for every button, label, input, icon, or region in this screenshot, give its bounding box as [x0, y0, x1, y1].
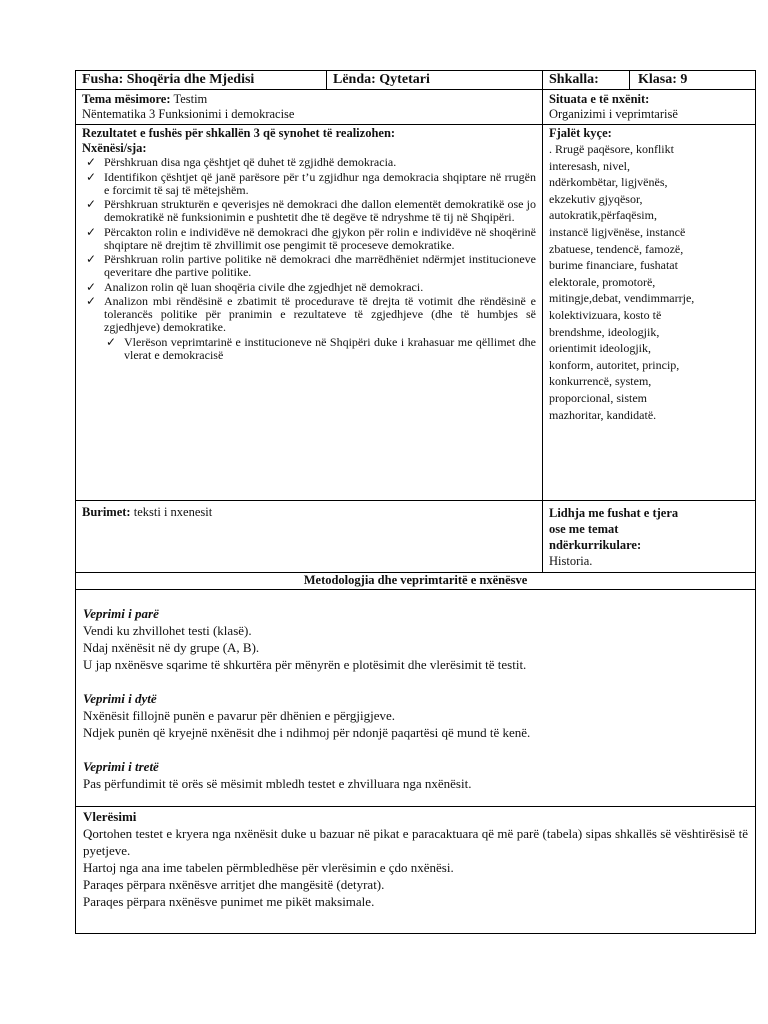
situata-cell [543, 90, 757, 124]
vleresimi-row [76, 807, 755, 935]
step-line: Nxënësit fillojnë punën e pavarur për dhënien e përgjigjeve. [83, 708, 396, 723]
check-mark-icon: ✓ [86, 294, 97, 308]
vleresimi-title: Vlerësimi [83, 809, 137, 824]
lidhja-value: Historia. [549, 554, 593, 568]
check-mark-icon: ✓ [86, 197, 97, 211]
situata-label: Situata e të nxënit: [549, 92, 650, 106]
sub-list-item: ✓ Vlerëson veprimtarinë e institucioneve në Shqipëri duke i krahasuar me qëllimet dhe vlerat e demokracisë [106, 334, 536, 362]
check-mark-icon: ✓ [86, 155, 97, 169]
list-item: ✓ Përshkruan strukturën e qeverisjes në demokraci dhe dallon elementët demokratikë ose jo demokratikë në funksionimin e pushtetit dhe të degëve të ndryshme të tij në Shqipëri. [86, 197, 536, 224]
burimet-value: teksti i nxenesit [133, 505, 213, 519]
lidhja-label-line: Lidhja me fushat e tjera [549, 506, 679, 520]
check-mark-icon: ✓ [106, 334, 117, 349]
lenda-value: Qytetari [379, 72, 430, 87]
lesson-plan-table [75, 70, 756, 934]
list-item: ✓ Analizon rolin që luan shoqëria civile dhe zgjedhjet në demokraci. [86, 279, 424, 294]
list-item: ✓ Përshkruan rolin partive politike në demokraci dhe marrëdhëniet ndërmjet institucioneve qeveritare dhe partive politike. [86, 252, 536, 279]
metodologjia-title-row [76, 573, 755, 590]
list-item: ✓ Identifikon çështjet që janë parësore për t’u zgjidhur nga demokracia shqiptare në rrugën e forcimit të saj të mëtejshëm. [86, 169, 536, 197]
rezultatet-row [76, 125, 755, 501]
rezultatet-subtitle: Nxënësi/sja: [82, 141, 147, 155]
fjalet-title: Fjalët kyçe: [549, 126, 612, 140]
list-item: ✓ Përcakton rolin e individëve në demokraci dhe gjykon për rolin e individëve në shoqërinë shqiptare në drejtim të zhvillimit ose pengimit të proceseve demokratike. [86, 224, 536, 252]
list-item: ✓ Përshkruan disa nga çështjet që duhet të zgjidhë demokracia. [86, 155, 397, 169]
burimet-label: Burimet: [82, 505, 131, 519]
metodologjia-cell [76, 590, 755, 806]
shkalla-cell [543, 71, 630, 89]
tema-cell [76, 90, 543, 124]
situata-value: Organizimi i veprimtarisë [549, 107, 678, 121]
klasa-label: Klasa: [638, 72, 677, 87]
step-line: Pas përfundimit të orës së mësimit mbledh testet e zhvilluara nga nxënësit. [83, 776, 472, 791]
burimet-row [76, 501, 755, 573]
tema-row [76, 90, 755, 125]
step-line: Vendi ku zhvillohet testi (klasë). [83, 623, 252, 638]
vleresimi-line: Paraqes përpara nxënësve punimet me pikët maksimale. [83, 894, 375, 909]
lenda-label: Lënda: [333, 72, 376, 87]
rezultatet-title: Rezultatet e fushës për shkallën 3 që synohet të realizohen: [82, 126, 396, 140]
fusha-label: Fusha: [82, 72, 124, 87]
metodologjia-title: Metodologjia dhe veprimtaritë e nxënësve [303, 573, 528, 587]
vleresimi-line: Paraqes përpara nxënësve arritjet dhe mangësitë (detyrat). [83, 877, 385, 892]
list-item: ✓ Analizon mbi rëndësinë e zbatimit të procedurave të drejta të votimit dhe rëndësinë e tolerancës politike për pranimin e rezultateve të zgjedhjeve (dhe të humbjes së zgjedhjeve) demokratike. [86, 294, 536, 334]
step-line: U jap nxënësve sqarime të shkurtëra për mënyrën e plotësimit dhe vlerësimit të testit. [83, 657, 527, 672]
lidhja-label-line: ose me temat [549, 522, 619, 536]
vleresimi-line: Qortohen testet e kryera nga nxënësit duke u bazuar në pikat e paracaktuara që më parë (tabela) sipas shkallës së vështirësisë të pyetjeve. [83, 826, 748, 858]
tema-value: Testim [173, 92, 208, 106]
check-mark-icon: ✓ [86, 279, 97, 294]
fusha-cell [76, 71, 327, 89]
step-line: Ndjek punën që kryejnë nxënësit dhe i ndihmoj për ndonjë paqartësi që mund të kenë. [83, 725, 531, 740]
check-mark-icon: ✓ [86, 252, 97, 266]
lidhja-label-line: ndërkurrikulare: [549, 538, 642, 552]
klasa-cell [630, 71, 757, 89]
vleresimi-cell [76, 807, 755, 935]
header-row [76, 71, 755, 90]
step-heading: Veprimi i dytë [83, 691, 157, 706]
metodologjia-content-row [76, 590, 755, 807]
tema-label: Tema mësimore: [82, 92, 171, 106]
fjalet-list: . Rrugë paqësore, konflikt interesash, nivel, ndërkombëtar, ligjvënës, ekzekutiv gjyqësor, autokratik,përfaqësim, instancë ligjvënëse, instancë zbatuese, tendencë, famozë, burime financiare, fushatat elektorale, promotorë, mitingje,debat, vendimmarrje, kolektivizuara, kosto të brendshme, ideologjik, orientimit ideologjik, konform, autoritet, princip, konkurrencë, system, proporcional, sistem mazhoritar, kandidatë. [549, 142, 695, 422]
rezultatet-list [82, 156, 536, 362]
burimet-cell [76, 501, 543, 572]
shkalla-label: Shkalla: [549, 72, 599, 87]
vleresimi-line: Hartoj nga ana ime tabelen përmbledhëse për vlerësimin e çdo nxënësi. [83, 860, 454, 875]
step-heading: Veprimi i parë [83, 606, 159, 621]
step-heading: Veprimi i tretë [83, 759, 159, 774]
step-line: Ndaj nxënësit në dy grupe (A, B). [83, 640, 260, 655]
lenda-cell [327, 71, 543, 89]
check-mark-icon: ✓ [86, 169, 97, 184]
check-mark-icon: ✓ [86, 224, 97, 239]
klasa-value: 9 [680, 72, 688, 87]
fjalet-cell [543, 125, 757, 500]
rezultatet-cell [76, 125, 543, 500]
lidhja-cell [543, 501, 757, 572]
tema-subtopic: Nëntematika 3 Funksionimi i demokracise [82, 107, 295, 121]
fusha-value: Shoqëria dhe Mjedisi [126, 72, 255, 87]
